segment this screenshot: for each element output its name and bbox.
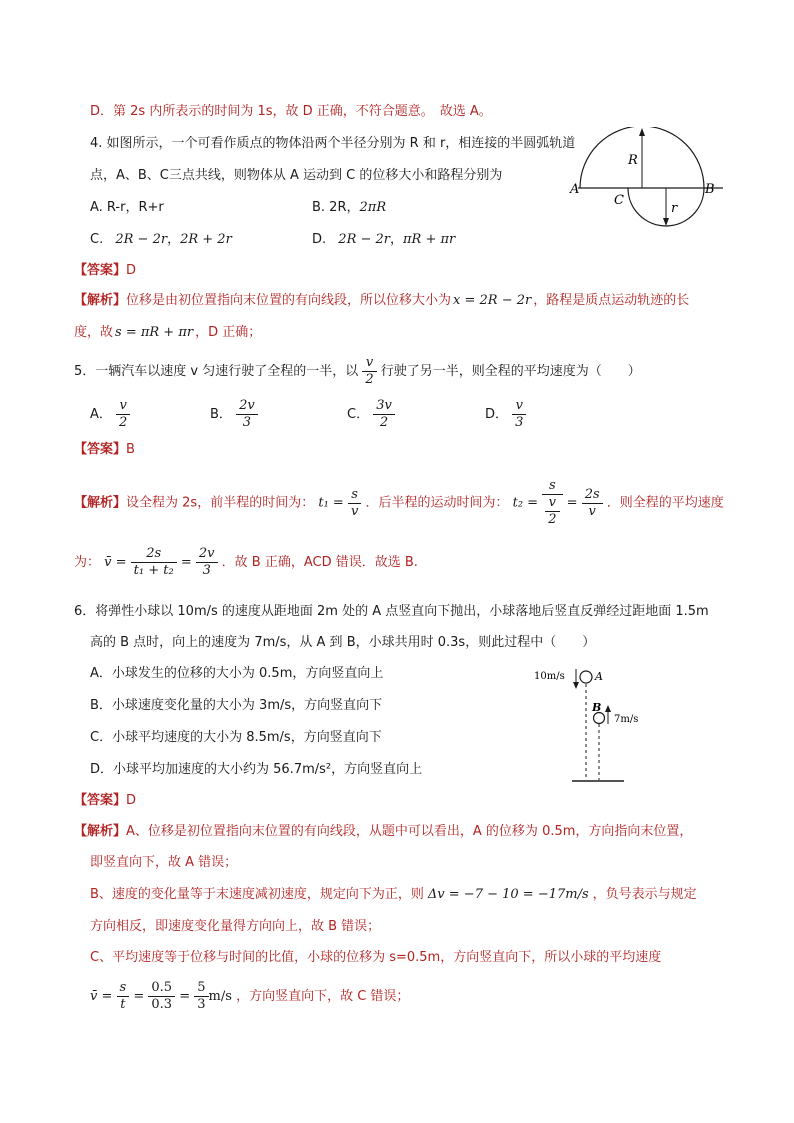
q4-stem-line1: 4. 如图所示，一个可看作质点的物体沿两个半径分别为 R 和 r，相连接的半圆弧轨道 (90, 136, 576, 151)
q4-option-a: A. R-r，R+r (90, 200, 164, 215)
q5-option-c (347, 398, 395, 432)
q5-option-a-num: v (116, 398, 130, 415)
q5-stem (74, 355, 641, 389)
q6-analysis-a1: A、位移是初位置指向末位置的有向线段，从题中可以看出，A 的位移为 0.5m，方向指向末位置， (126, 824, 693, 839)
q6-analysis-c-frac1 (117, 980, 130, 1013)
q6-analysis-a-line1 (74, 823, 692, 841)
q6-analysis-c-vbar: v̄ = (90, 989, 113, 1004)
q4-analysis-label: 【解析】 (74, 293, 127, 308)
q6-figure-ball-b (594, 713, 605, 724)
q5-analysis-line1 (74, 478, 724, 529)
q5-option-d-num: v (512, 398, 526, 415)
q6-figure-arrowhead-down (573, 682, 579, 689)
q5-stem-frac-num: v (362, 355, 376, 372)
q5-answer-value: B (126, 442, 135, 457)
q6-analysis-c-den2: 0.3 (151, 997, 173, 1012)
q4-option-b (312, 199, 386, 217)
q4-analysis-math2: s = πR + πr (115, 325, 194, 340)
q5-option-b (210, 398, 258, 432)
q4-figure (568, 127, 728, 247)
q5-option-b-den: 3 (242, 415, 252, 430)
q5-analysis-vbar-num: 2s (131, 546, 177, 563)
q5-option-d-label: D． (485, 407, 509, 422)
q5-option-a (90, 398, 130, 432)
q5-stem-pre: 5．一辆汽车以速度 v 匀速行驶了全程的一半，以 (74, 364, 359, 379)
q6-analysis-b-math: Δv = −7 − 10 = −17m/s (427, 887, 589, 902)
q5-option-b-num: 2v (236, 398, 258, 415)
q5-analysis-mid: ．后半程的运动时间为： (365, 495, 509, 511)
q5-option-d (485, 398, 526, 432)
q4-analysis-tail2: ，D 正确； (195, 325, 262, 340)
q5-analysis-line2 (74, 543, 418, 583)
q5-analysis-t2: t₂ = (512, 495, 539, 511)
q5-analysis-t2-result (582, 487, 603, 520)
q5-analysis-tail1: ．则全程的平均速度 (606, 495, 724, 511)
q6-analysis-a-line2: 即竖直向下，故 A 错误； (90, 855, 238, 870)
q6-analysis-c-den3: 3 (197, 997, 206, 1012)
q5-analysis-t1-frac (348, 487, 361, 520)
q4-answer-value: D (126, 263, 137, 278)
q5-analysis-vbar-den: t₁ + t₂ (133, 563, 174, 578)
q6-answer-value: D (126, 793, 137, 808)
q5-analysis-t1-num: s (348, 487, 361, 504)
q4-option-c: C. 2R − 2r，2R + 2r (90, 232, 232, 247)
q6-stem-line2: 高的 B 点时，向上的速度为 7m/s，从 A 到 B，小球共用时 0.3s，则此过程中（ ） (90, 635, 596, 650)
q5-analysis-label: 【解析】 (74, 495, 127, 511)
q4-analysis-tail1: ，路程是质点运动轨迹的长 (533, 293, 690, 308)
q5-analysis-t2-inner-den: 2 (548, 512, 557, 527)
q4-figure-label-B: B (705, 182, 715, 197)
q4-option-d-math1: 2R − 2r (338, 232, 390, 247)
q4-figure-label-A: A (570, 182, 580, 197)
q4-option-c-math1: 2R − 2r (115, 232, 168, 247)
q5-analysis-eq2: = (180, 555, 192, 570)
q5-analysis-eq1: = (566, 495, 578, 511)
q6-analysis-b-tail: ，负号表示与规定 (592, 887, 697, 902)
prev-item-d (90, 103, 492, 121)
q6-analysis-c-tail: ，方向竖直向下，故 C 错误； (236, 989, 410, 1004)
q5-option-c-den: 2 (379, 415, 389, 430)
q6-analysis-c-frac2 (148, 980, 175, 1013)
q4-option-d-math2: πR + πr (403, 232, 456, 247)
q5-analysis-t2-num: s (542, 478, 562, 495)
q5-stem-post: 行驶了另一半，则全程的平均速度为（ ） (380, 364, 641, 379)
q5-analysis-t2-inner-frac (545, 495, 559, 528)
q5-option-d-fraction (512, 398, 526, 431)
q4-figure-arrow-R (639, 128, 645, 136)
q5-analysis-t2-den (542, 495, 562, 528)
q4-figure-label-r: r (671, 201, 678, 216)
q6-analysis-c-den1: t (120, 997, 126, 1012)
q5-stem-frac-den: 2 (365, 372, 374, 387)
q6-analysis-c-num1: s (117, 980, 130, 997)
q6-figure-ball-a (580, 671, 592, 683)
q6-analysis-b-line1 (90, 886, 697, 904)
q5-stem-fraction (362, 355, 376, 388)
q4-analysis-line1 (74, 292, 689, 310)
q6-analysis-c-num3: 5 (194, 980, 208, 997)
q6-analysis-c-line1: C、平均速度等于位移与时间的比值，小球的位移为 s=0.5m，方向竖直向下，所以小球的平均速度 (90, 950, 662, 965)
q6-analysis-c-line2: v̄ = $\frac{s}{t}$ = $\frac{0.5}{0.3}$ = $\frac{5}{3}$ m/s ，方向竖直向下，故 C 错误； (90, 980, 410, 1012)
q4-analysis-pre2: 度，故 (74, 325, 114, 340)
q5-option-c-num: 3v (373, 398, 395, 415)
q5-option-c-label: C． (347, 407, 370, 422)
q4-option-c-math2: 2R + 2r (180, 232, 232, 247)
q6-figure-label-A: A (595, 670, 603, 683)
q6-option-c: C．小球平均速度的大小为 8.5m/s，方向竖直向下 (90, 730, 382, 745)
q6-analysis-b-line2: 方向相反，即速度变化量得方向向上，故 B 错误； (90, 919, 381, 934)
q6-option-b: B．小球速度变化量的大小为 3m/s，方向竖直向下 (90, 698, 383, 713)
q6-figure-label-vb: 7m/s (614, 714, 639, 725)
q4-answer (74, 262, 136, 280)
q5-analysis-t2-frac (542, 478, 562, 528)
q5-answer (74, 441, 135, 459)
q4-figure-label-C: C (614, 193, 624, 208)
q5-answer-label: 【答案】 (74, 442, 127, 457)
q4-answer-label: 【答案】 (74, 263, 127, 278)
q4-option-b-label: B. 2R， (312, 200, 360, 215)
q5-option-d-den: 3 (515, 415, 524, 430)
q5-option-c-fraction (373, 398, 395, 431)
q5-analysis-t2-result-den: v (588, 503, 596, 519)
q6-stem-line1: 6．将弹性小球以 10m/s 的速度从距地面 2m 处的 A 点竖直向下抛出，小球落地后竖直反弹经过距地面 1.5m (74, 604, 709, 619)
q5-analysis-pre2: 为： (74, 555, 101, 570)
q5-analysis-t2-result-num: 2s (582, 487, 603, 504)
q6-figure-label-va: 10m/s (534, 671, 565, 682)
q6-analysis-c-unit: m/s (208, 989, 232, 1004)
q5-analysis-vbar-result (196, 546, 218, 579)
q4-figure-arrow-r (663, 218, 669, 226)
q5-analysis-t1-den: v (350, 503, 359, 519)
q6-analysis-label: 【解析】 (74, 824, 127, 839)
q5-option-a-fraction (116, 398, 130, 431)
q4-option-d-label: D. (312, 232, 327, 247)
q4-analysis-math1: x = 2R − 2r (453, 293, 532, 308)
q6-analysis-b-pre: B、速度的变化量等于末速度减初速度，规定向下为正，则 (90, 887, 424, 902)
q4-option-b-math: 2πR (359, 200, 387, 215)
q6-option-a: A．小球发生的位移的大小为 0.5m，方向竖直向上 (90, 666, 384, 681)
prev-conclusion: 故选 A。 (439, 104, 492, 119)
prev-item-d-text: D．第 2s 内所表示的时间为 1s，故 D 正确，不符合题意。 (90, 104, 434, 119)
q5-option-a-label: A． (90, 407, 112, 422)
q6-figure (532, 660, 642, 788)
q6-figure-label-B: B (592, 701, 602, 714)
q5-analysis-t1: t₁ = (318, 495, 344, 511)
q4-stem-line2: 点，A、B、C三点共线，则物体从 A 运动到 C 的位移大小和路程分别为 (90, 168, 503, 183)
q6-answer (74, 792, 136, 810)
q5-analysis-a1: 设全程为 2s，前半程的时间为： (126, 495, 315, 511)
q5-option-b-fraction (236, 398, 258, 431)
q4-option-d: D. 2R − 2r，πR + πr (312, 232, 456, 247)
q6-analysis-c-num2: 0.5 (148, 980, 175, 997)
q5-analysis-vbar-frac (131, 546, 177, 579)
q4-figure-label-R: R (628, 153, 638, 168)
q5-analysis-t2-inner-num: v (545, 495, 559, 512)
q5-option-b-label: B． (210, 407, 232, 422)
q6-answer-label: 【答案】 (74, 793, 127, 808)
q5-option-a-den: 2 (119, 415, 128, 430)
q4-option-c-label: C. (90, 232, 104, 247)
q5-analysis-vbar-result-den: 3 (202, 563, 211, 578)
q5-analysis-tail2: ．故 B 正确，ACD 错误．故选 B. (221, 555, 418, 570)
q4-analysis-text1: 位移是由初位置指向末位置的有向线段，所以位移大小为 (126, 293, 452, 308)
q5-analysis-vbar: v̄ = (104, 555, 127, 570)
q6-analysis-c-frac3 (194, 980, 208, 1013)
q5-analysis-vbar-result-num: 2v (196, 546, 218, 563)
q4-analysis-line2 (74, 324, 261, 342)
q6-option-d: D．小球平均加速度的大小约为 56.7m/s²，方向竖直向上 (90, 762, 423, 777)
q6-figure-arrowhead-up (605, 705, 611, 712)
